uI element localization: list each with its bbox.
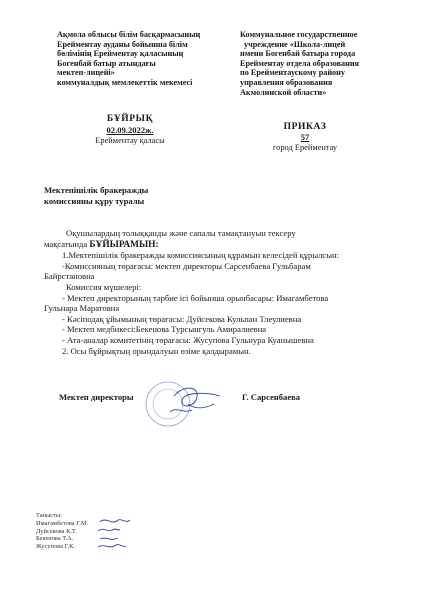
- member-line: - Ата-аналар комитетінің төрағасы: Жусупова Гульнура Куанышевна: [62, 334, 314, 345]
- member-line: - Кәсіподақ ұйымының төрағасы: Дуйсекова Кульпан Тлеулиевна: [62, 313, 302, 324]
- header-ru-line: имени Богенбай батыра города: [240, 49, 356, 59]
- signature-title: Мектеп директоры: [59, 392, 134, 402]
- order-ru-number: 57: [300, 132, 310, 142]
- order-ru-title: ПРИКАЗ: [283, 122, 327, 132]
- signature-name: Г. Сарсенбаева: [242, 392, 301, 402]
- member-line: - Мектеп медбикесі:Бекенова Турсынгуль Амиралиевна: [62, 324, 267, 335]
- acquainted-heading: Танысты:: [36, 512, 62, 519]
- members-heading: Комиссия мүшелері:: [66, 281, 142, 292]
- header-kz-line: бөлімінің Ерейментау қаласының: [57, 49, 184, 59]
- initials-signatures-icon: [96, 516, 136, 552]
- acquainted-name: Дуйсекова К.Т.: [36, 527, 77, 535]
- order-subject: [44, 185, 148, 206]
- member-line: Гульнара Маратовна: [44, 303, 120, 314]
- header-ru-line: по Ерейментаускому району: [240, 68, 345, 78]
- signature-stamp-icon: [140, 374, 230, 434]
- header-ru: [240, 30, 359, 97]
- header-ru-line: учреждение «Школа-лицей: [244, 39, 346, 49]
- acquainted-name: Имагамбетова Г.М.: [36, 519, 89, 527]
- header-kz-line: Богенбай батыр атындағы: [57, 58, 156, 68]
- chair-line: -Комиссияның төрағасы: мектеп директоры Сарсенбаева Гульбарам: [62, 260, 311, 271]
- header-kz-line: Ерейментау ауданы бойынша білім: [57, 39, 188, 49]
- order-ru-city: город Ерейментау: [272, 143, 338, 152]
- acquainted-name: Бекенова Т.А.: [36, 535, 74, 543]
- order-ru: [250, 122, 360, 152]
- header-ru-line: Коммунальное государственное: [240, 30, 358, 39]
- intro-text: мақсатында: [44, 238, 88, 249]
- header-kz-line: Ақмола облысы білім басқармасының: [57, 30, 201, 39]
- header-kz: [57, 30, 200, 88]
- header-ru-line: Ерейментау отдела образования: [240, 58, 359, 68]
- order-kz: [70, 114, 190, 145]
- order-kz-city: Ерейментау қаласы: [95, 136, 165, 145]
- header-kz-line: мектеп-лицейі»: [57, 68, 115, 78]
- directive-word: БҰЙЫРАМЫН:: [89, 239, 159, 250]
- subject-line: Мектепішілік бракеражды: [44, 185, 149, 195]
- subject-line: комиссияны құру туралы: [44, 195, 145, 206]
- header-ru-line: Акмолинской области»: [240, 87, 327, 97]
- order-kz-date: 02.09.2022ж.: [106, 125, 154, 135]
- order-kz-title: БҰЙРЫҚ: [106, 114, 154, 124]
- body-item-2: 2. Осы бұйрықтың орындалуын өзіме қалдырамын.: [62, 345, 251, 356]
- header-ru-line: управления образования: [240, 77, 333, 87]
- acquainted-block: [36, 512, 88, 551]
- chair-line: Байрстановна: [44, 271, 95, 282]
- order-body: [44, 228, 379, 356]
- member-line: - Мектеп директорының тәрбие ісі бойынша орынбасары: Имагамбетова: [62, 292, 329, 303]
- body-item-1: 1.Мектепішілік бракеражды комиссиясының құрамын келесідей құрылсын:: [62, 250, 339, 261]
- intro-line: [44, 239, 379, 251]
- intro-line: Оқушылардың толыққанды және сапалы тамақтануын тексеру: [66, 228, 296, 238]
- header-kz-line: коммуналдық мемлекеттік мекемесі: [57, 77, 193, 87]
- acquainted-name: Жусупова Г.К.: [36, 543, 75, 551]
